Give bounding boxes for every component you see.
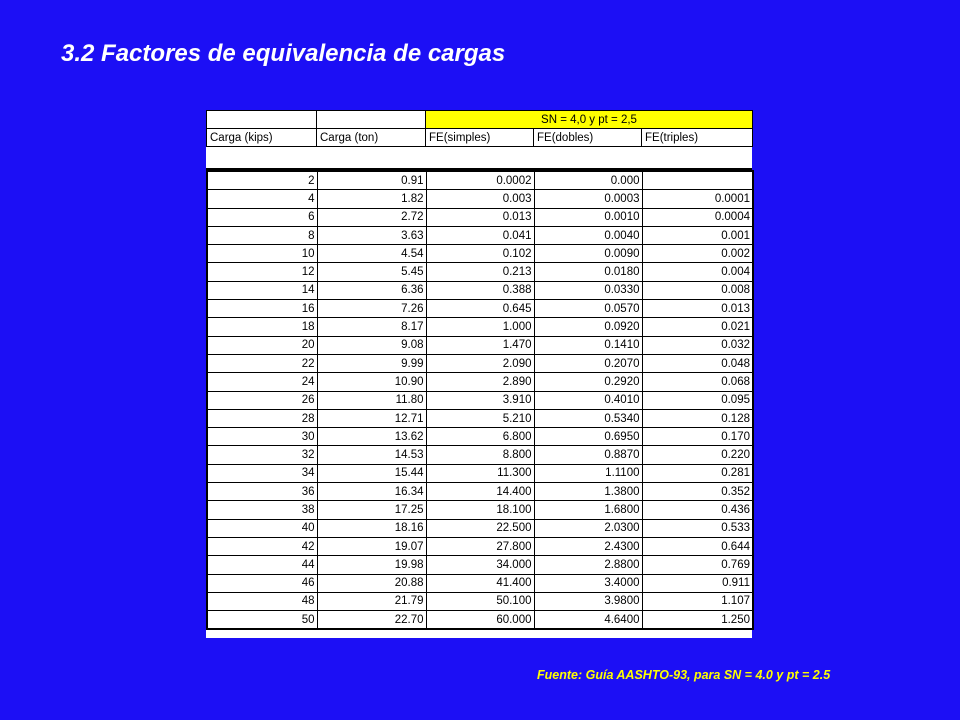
table-cell: 13.62: [317, 428, 426, 446]
table-cell: 3.910: [426, 391, 534, 409]
table-cell: 50.100: [426, 592, 534, 610]
table-cell: 2.090: [426, 354, 534, 372]
table-cell: 16: [207, 300, 317, 318]
table-row: [207, 501, 753, 519]
table-cell: 0.041: [426, 226, 534, 244]
table-cell: 0.645: [426, 300, 534, 318]
table-cell: 46: [207, 574, 317, 592]
column-header-fe-triples: FE(triples): [642, 129, 753, 147]
table-cell: 0.8870: [534, 446, 642, 464]
table-cell: 2.8800: [534, 556, 642, 574]
table-cell: 14.53: [317, 446, 426, 464]
table-cell: 10: [207, 245, 317, 263]
table-row: [207, 592, 753, 610]
table-row: [207, 245, 753, 263]
table-cell: 22: [207, 354, 317, 372]
table-cell: 18.16: [317, 519, 426, 537]
table-cell: 0.048: [642, 354, 753, 372]
table-row: [207, 226, 753, 244]
table-cell: 1.82: [317, 190, 426, 208]
table-cell: 0.0180: [534, 263, 642, 281]
table-cell: 2.72: [317, 208, 426, 226]
header-blank-cell: [317, 111, 426, 129]
table-cell: 6: [207, 208, 317, 226]
table-cell: 41.400: [426, 574, 534, 592]
table-row: [207, 281, 753, 299]
table-cell: 0.004: [642, 263, 753, 281]
table-cell: 0.0920: [534, 318, 642, 336]
table-cell: 26: [207, 391, 317, 409]
table-row: [207, 537, 753, 555]
source-note: Fuente: Guía AASHTO-93, para SN = 4.0 y pt = 2.5: [537, 668, 831, 682]
table-cell: 1.000: [426, 318, 534, 336]
table-cell: 15.44: [317, 464, 426, 482]
table-cell: 0.644: [642, 537, 753, 555]
table-cell: 16.34: [317, 483, 426, 501]
table-cell: 0.003: [426, 190, 534, 208]
table-cell: 2.4300: [534, 537, 642, 555]
table-row: [207, 519, 753, 537]
table-row: [207, 373, 753, 391]
table-cell: 11.80: [317, 391, 426, 409]
table-cell: 11.300: [426, 464, 534, 482]
table-cell: 4.54: [317, 245, 426, 263]
table-cell: 0.533: [642, 519, 753, 537]
table-cell: 60.000: [426, 611, 534, 630]
table-cell: 44: [207, 556, 317, 574]
column-header-carga-kips: Carga (kips): [207, 129, 317, 147]
table-cell: 0.5340: [534, 409, 642, 427]
table-cell: 4: [207, 190, 317, 208]
table-cell: 0.911: [642, 574, 753, 592]
table-cell: 10.90: [317, 373, 426, 391]
table-row: [207, 611, 753, 630]
table-cell: 1.3800: [534, 483, 642, 501]
table-cell: 30: [207, 428, 317, 446]
table-cell: 17.25: [317, 501, 426, 519]
slide-title: 3.2 Factores de equivalencia de cargas: [61, 40, 506, 67]
table-cell: 28: [207, 409, 317, 427]
table-cell: 0.095: [642, 391, 753, 409]
table-row: [207, 483, 753, 501]
table-cell: 6.800: [426, 428, 534, 446]
table-cell: 6.36: [317, 281, 426, 299]
table-row: [207, 464, 753, 482]
table-cell: 0.002: [642, 245, 753, 263]
table-cell: 21.79: [317, 592, 426, 610]
table-cell: 0.170: [642, 428, 753, 446]
table-cell: 0.001: [642, 226, 753, 244]
table-row: [207, 391, 753, 409]
table-cell: 38: [207, 501, 317, 519]
table-cell: 42: [207, 537, 317, 555]
table-cell: 14.400: [426, 483, 534, 501]
table-row: [207, 574, 753, 592]
table-row: [207, 354, 753, 372]
table-cell: 22.70: [317, 611, 426, 630]
table-cell: 4.6400: [534, 611, 642, 630]
table-row: [207, 300, 753, 318]
table-cell: 0.032: [642, 336, 753, 354]
table-cell: 1.6800: [534, 501, 642, 519]
table-cell: 9.08: [317, 336, 426, 354]
table-cell: 0.068: [642, 373, 753, 391]
table-cell: 0.0003: [534, 190, 642, 208]
table-cell: 0.436: [642, 501, 753, 519]
table-cell: 3.4000: [534, 574, 642, 592]
table-row: [207, 171, 753, 190]
table-cell: 36: [207, 483, 317, 501]
table-cell: 8: [207, 226, 317, 244]
table-cell: 1.107: [642, 592, 753, 610]
table-cell: 0.91: [317, 171, 426, 190]
table-cell: 27.800: [426, 537, 534, 555]
table-cell: 34.000: [426, 556, 534, 574]
table-cell: 0.281: [642, 464, 753, 482]
table-cell: [642, 171, 753, 190]
table-cell: 3.63: [317, 226, 426, 244]
table-cell: 8.800: [426, 446, 534, 464]
column-header-carga-ton: Carga (ton): [317, 129, 426, 147]
table-cell: 14: [207, 281, 317, 299]
table-cell: 50: [207, 611, 317, 630]
table-cell: 1.470: [426, 336, 534, 354]
table-cell: 19.98: [317, 556, 426, 574]
table-cell: 12.71: [317, 409, 426, 427]
table-cell: 0.352: [642, 483, 753, 501]
table-cell: 1.1100: [534, 464, 642, 482]
table-cell: 40: [207, 519, 317, 537]
table-cell: 0.128: [642, 409, 753, 427]
table-row: [207, 318, 753, 336]
table-cell: 8.17: [317, 318, 426, 336]
table-header: [206, 110, 753, 147]
column-header-fe-dobles: FE(dobles): [534, 129, 642, 147]
table-cell: 32: [207, 446, 317, 464]
table-row: [207, 263, 753, 281]
table-cell: 0.2070: [534, 354, 642, 372]
table-cell: 0.0330: [534, 281, 642, 299]
table-cell: 0.102: [426, 245, 534, 263]
table-cell: 34: [207, 464, 317, 482]
table-cell: 18.100: [426, 501, 534, 519]
table-cell: 0.6950: [534, 428, 642, 446]
table-cell: 7.26: [317, 300, 426, 318]
header-blank-cell: [207, 111, 317, 129]
table-cell: 18: [207, 318, 317, 336]
table-body: [206, 170, 754, 630]
equivalence-factors-table: [206, 110, 752, 638]
table-cell: 2: [207, 171, 317, 190]
table-row: [207, 446, 753, 464]
table-row: [207, 556, 753, 574]
table-cell: 0.1410: [534, 336, 642, 354]
table-cell: 0.2920: [534, 373, 642, 391]
table-row: [207, 208, 753, 226]
table-cell: 0.220: [642, 446, 753, 464]
group-header: SN = 4,0 y pt = 2,5: [426, 111, 753, 129]
table-row: [207, 190, 753, 208]
table-cell: 22.500: [426, 519, 534, 537]
table-cell: 3.9800: [534, 592, 642, 610]
table-cell: 0.769: [642, 556, 753, 574]
table-cell: 9.99: [317, 354, 426, 372]
table-cell: 0.213: [426, 263, 534, 281]
table-cell: 0.0002: [426, 171, 534, 190]
table-row: [207, 336, 753, 354]
table-cell: 19.07: [317, 537, 426, 555]
column-header-fe-simples: FE(simples): [426, 129, 534, 147]
table-cell: 24: [207, 373, 317, 391]
table-cell: 2.0300: [534, 519, 642, 537]
table-cell: 5.210: [426, 409, 534, 427]
table-cell: 0.013: [642, 300, 753, 318]
table-cell: 48: [207, 592, 317, 610]
table-cell: 20: [207, 336, 317, 354]
table-cell: 0.0001: [642, 190, 753, 208]
table-cell: 0.021: [642, 318, 753, 336]
table-spacer-row: [206, 147, 752, 170]
table-row: [207, 428, 753, 446]
table-cell: 0.0004: [642, 208, 753, 226]
table-cell: 0.000: [534, 171, 642, 190]
table-row: [207, 409, 753, 427]
table-cell: 0.4010: [534, 391, 642, 409]
table-cell: 0.0090: [534, 245, 642, 263]
table-cell: 5.45: [317, 263, 426, 281]
table-cell: 0.0040: [534, 226, 642, 244]
table-cell: 20.88: [317, 574, 426, 592]
table-cell: 12: [207, 263, 317, 281]
table-cell: 0.008: [642, 281, 753, 299]
table-cell: 0.388: [426, 281, 534, 299]
table-cell: 2.890: [426, 373, 534, 391]
table-cell: 1.250: [642, 611, 753, 630]
table-cell: 0.013: [426, 208, 534, 226]
table-cell: 0.0570: [534, 300, 642, 318]
table-cell: 0.0010: [534, 208, 642, 226]
